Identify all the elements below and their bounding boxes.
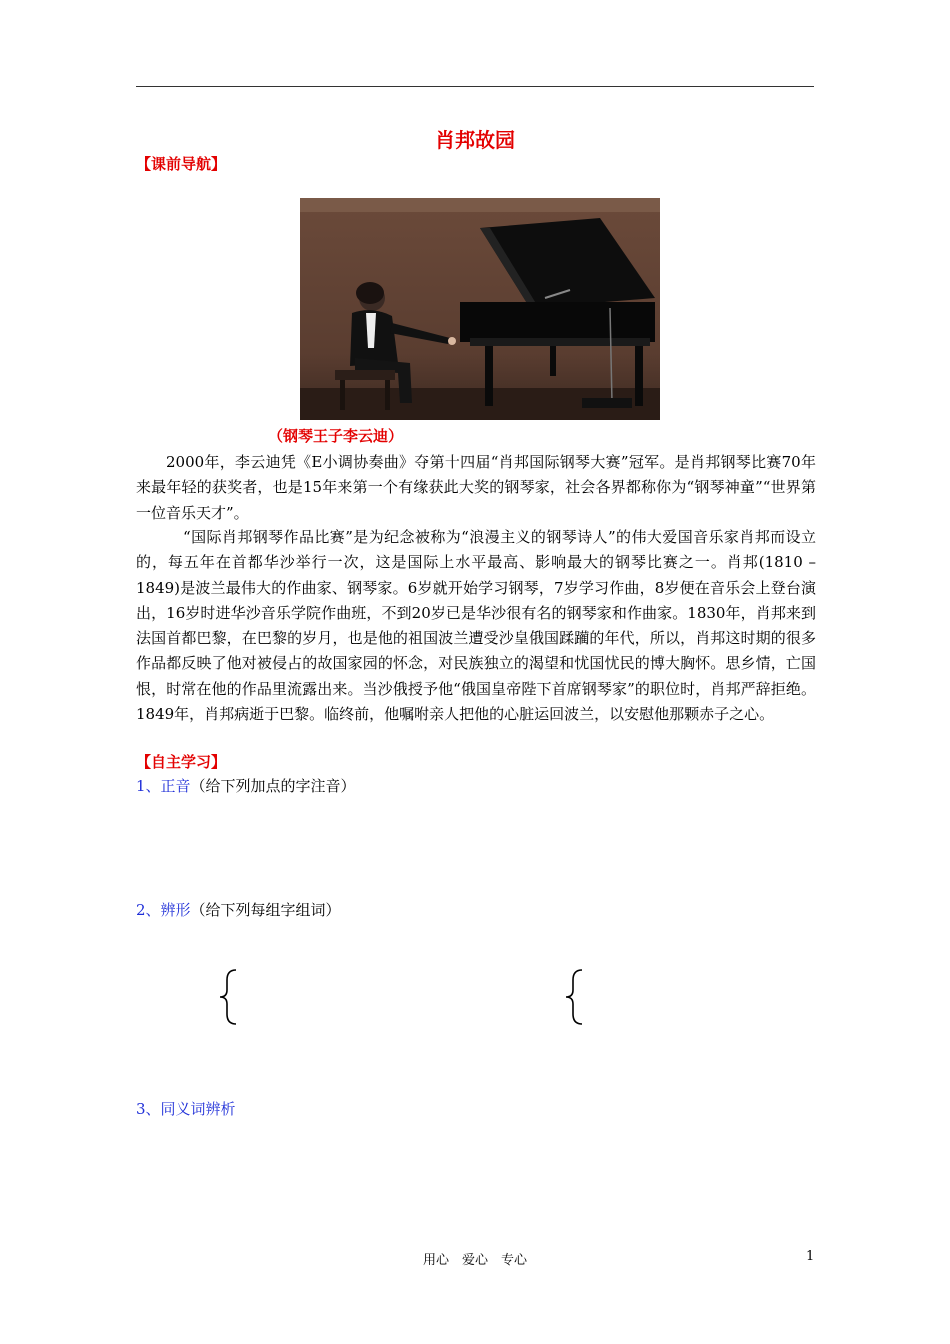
left-brace-icon bbox=[218, 968, 240, 1026]
pianist-photo bbox=[300, 198, 660, 420]
intro-paragraph-2: “国际肖邦钢琴作品比赛”是为纪念被称为“浪漫主义的钢琴诗人”的伟大爱国音乐家肖邦而设立的，每五年在首都华沙举行一次，这是国际上水平最高、影响最大的钢琴比赛之一。肖邦(1810 – 1849)是波兰最伟大的作曲家、钢琴家。6岁就开始学习钢琴，7岁学习作曲，8岁便在音乐会上登台演出，16岁时进华沙音乐学院作曲班，不到20岁已是华沙很有名的钢琴家和作曲家。1830年，肖邦来到法国首都巴黎，在巴黎的岁月，也是他的祖国波兰遭受沙皇俄国蹂躏的年代，所以，肖邦这时期的很多作品都反映了他对被侵占的故国家园的怀念，对民族独立的渴望和忧国忧民的博大胸怀。思乡情，亡国恨，时常在他的作品里流露出来。当沙俄授予他“俄国皇帝陛下首席钢琴家”的职位时，肖邦严辞拒绝。1849年，肖邦病逝于巴黎。临终前，他嘱咐亲人把他的心脏运回波兰，以安慰他那颗赤子之心。 bbox=[136, 528, 816, 724]
intro-paragraph-1: 2000年，李云迪凭《E小调协奏曲》夺第十四届“肖邦国际钢琴大赛”冠军。是肖邦钢琴比赛70年来最年轻的获奖者，也是15年来第一个有缘获此大奖的钢琴家，社会各界都称你为“钢琴神童”“世界第一位音乐天才”。 bbox=[136, 453, 816, 522]
question-1 bbox=[136, 775, 356, 796]
question-3 bbox=[136, 1098, 236, 1119]
photo-caption: （钢琴王子李云迪） bbox=[268, 427, 404, 445]
question-2 bbox=[136, 899, 341, 920]
footer-motto: 用心 爱心 专心 bbox=[422, 1253, 527, 1268]
page-number: 1 bbox=[806, 1249, 815, 1264]
question-3-label: 3、同义词辨析 bbox=[136, 1100, 236, 1118]
question-1-label: 1、正音 bbox=[136, 777, 191, 795]
header-rule bbox=[136, 86, 814, 87]
section-heading-preview: 【课前导航】 bbox=[136, 155, 227, 173]
page-title: 肖邦故园 bbox=[435, 128, 515, 152]
section-heading-self-study: 【自主学习】 bbox=[136, 753, 227, 771]
right-group-brace-icon bbox=[564, 968, 586, 1026]
question-2-hint: （给下列每组字组词） bbox=[190, 901, 341, 919]
question-2-label: 2、辨形 bbox=[136, 901, 191, 919]
question-1-hint: （给下列加点的字注音） bbox=[190, 777, 356, 795]
